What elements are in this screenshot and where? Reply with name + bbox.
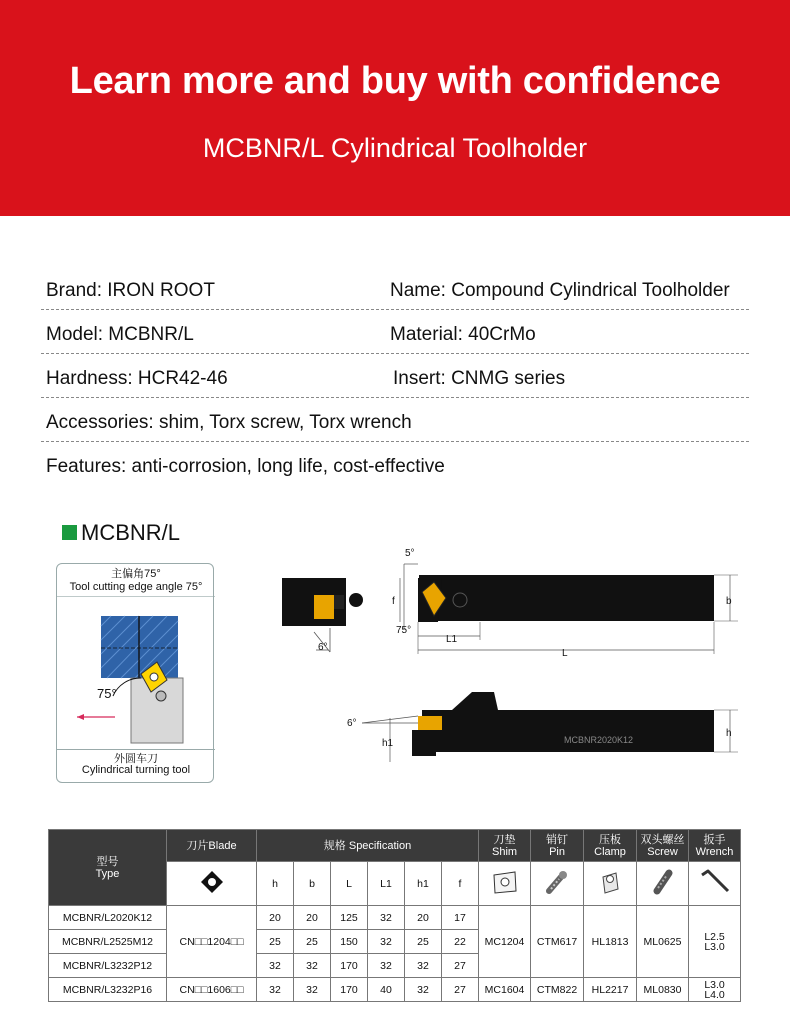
row-f: 27	[442, 954, 479, 978]
workpiece-diagram	[57, 596, 215, 746]
hardness-text: Hardness: HCR42-46	[46, 368, 228, 389]
side-top-en: Tool cutting edge angle 75°	[69, 581, 203, 593]
row-b: 25	[294, 930, 331, 954]
angle-75-label: 75°	[396, 625, 412, 636]
clamp-icon	[594, 867, 626, 897]
row-b: 32	[294, 978, 331, 1002]
angle-6-side-label: 6°	[347, 718, 357, 729]
blade-insert-icon	[197, 867, 227, 897]
dim-b-label: b	[726, 596, 732, 607]
header-shim: 刀垫 Shim	[479, 830, 531, 862]
row-f: 27	[442, 978, 479, 1002]
blade-group2: CN□□1606□□	[167, 978, 257, 1002]
header-wrench: 扳手 Wrench	[689, 830, 741, 862]
row-L: 125	[331, 906, 368, 930]
pin-group1: CTM617	[531, 906, 584, 978]
wrench-icon-cell	[689, 862, 741, 906]
header-screw: 双头螺丝 Screw	[637, 830, 689, 862]
blade-group1: CN□□1204□□	[167, 906, 257, 978]
row-f: 17	[442, 906, 479, 930]
angle-5-label: 5°	[405, 548, 415, 559]
row-h: 32	[257, 978, 294, 1002]
dim-h1-label: h1	[382, 738, 394, 749]
screw-group1: ML0625	[637, 906, 689, 978]
banner-title: Learn more and buy with confidence	[69, 60, 721, 102]
dim-L-label: L	[562, 648, 568, 659]
header-blade: 刀片Blade	[167, 830, 257, 862]
row-L: 170	[331, 954, 368, 978]
table-row	[49, 906, 741, 930]
table-row	[49, 978, 741, 1002]
side-angle-label: 75°	[97, 686, 117, 701]
engraving-text: MCBNR2020K12	[564, 735, 634, 745]
header-clamp: 压板 Clamp	[584, 830, 637, 862]
spec-row-features	[41, 442, 749, 486]
brand-text: Brand: IRON ROOT	[46, 280, 215, 301]
spec-row-brand	[41, 266, 749, 310]
end-view	[282, 578, 363, 652]
technical-drawing	[272, 540, 742, 790]
wrench-icon	[698, 867, 732, 897]
row-L1: 40	[368, 978, 405, 1002]
row-h: 25	[257, 930, 294, 954]
row-L: 150	[331, 930, 368, 954]
spec-row-model	[41, 310, 749, 354]
row-h1: 25	[405, 930, 442, 954]
spec-row-accessories	[41, 398, 749, 442]
dim-b-head: b	[294, 862, 331, 906]
dim-h1-head: h1	[405, 862, 442, 906]
row-L1: 32	[368, 954, 405, 978]
header-type: 型号 Type	[49, 830, 167, 906]
row-h1: 20	[405, 906, 442, 930]
dim-L1-head: L1	[368, 862, 405, 906]
dim-h-head: h	[257, 862, 294, 906]
row-h1: 32	[405, 978, 442, 1002]
screw-icon-cell	[637, 862, 689, 906]
row-b: 20	[294, 906, 331, 930]
banner-subtitle: MCBNR/L Cylindrical Toolholder	[202, 133, 588, 163]
wrench-group2: L3.0 L4.0	[689, 978, 741, 1002]
screw-group2: ML0830	[637, 978, 689, 1002]
dim-L-head: L	[331, 862, 368, 906]
row-h1: 32	[405, 954, 442, 978]
side-bottom-cn: 外圆车刀	[57, 749, 215, 765]
model-heading	[62, 520, 180, 546]
blade-icon-cell	[167, 862, 257, 906]
row-type: MCBNR/L2525M12	[49, 930, 167, 954]
insert-text: Insert: CNMG series	[393, 368, 566, 389]
row-h: 20	[257, 906, 294, 930]
spec-row-hardness	[41, 354, 749, 398]
row-L: 170	[331, 978, 368, 1002]
row-L1: 32	[368, 930, 405, 954]
row-f: 22	[442, 930, 479, 954]
row-type: MCBNR/L2020K12	[49, 906, 167, 930]
clamp-group2: HL2217	[584, 978, 637, 1002]
row-L1: 32	[368, 906, 405, 930]
clamp-group1: HL1813	[584, 906, 637, 978]
row-type: MCBNR/L3232P12	[49, 954, 167, 978]
row-b: 32	[294, 954, 331, 978]
wrench-group1: L2.5 L3.0	[689, 906, 741, 978]
model-heading-label: MCBNR/L	[81, 520, 181, 545]
features-text: Features: anti-corrosion, long life, cost-effective	[46, 456, 445, 477]
row-type: MCBNR/L3232P16	[49, 978, 167, 1002]
clamp-icon-cell	[584, 862, 637, 906]
screw-icon	[647, 867, 679, 897]
shim-group1: MC1204	[479, 906, 531, 978]
side-bottom-en: Cylindrical turning tool	[81, 764, 191, 776]
side-top-cn: 主偏角75°	[111, 568, 161, 580]
angle-6-label: 6°	[318, 642, 328, 653]
material-text: Material: 40CrMo	[390, 324, 536, 345]
accessories-text: Accessories: shim, Torx screw, Torx wrench	[46, 412, 412, 433]
shim-icon-cell	[479, 862, 531, 906]
name-text: Name: Compound Cylindrical Toolholder	[390, 280, 730, 301]
pin-icon	[541, 867, 573, 897]
row-h: 32	[257, 954, 294, 978]
header-spec: 规格 Specification	[257, 830, 479, 862]
dim-L1-label: L1	[446, 634, 458, 645]
dim-f-label: f	[392, 596, 395, 607]
cutting-angle-illustration	[56, 563, 214, 783]
header-pin: 销钉 Pin	[531, 830, 584, 862]
model-text: Model: MCBNR/L	[46, 324, 194, 345]
spec-table	[48, 829, 741, 1002]
pin-group2: CTM822	[531, 978, 584, 1002]
dim-f-head: f	[442, 862, 479, 906]
pin-icon-cell	[531, 862, 584, 906]
side-view	[362, 692, 738, 762]
header-banner	[0, 0, 790, 216]
shim-group2: MC1604	[479, 978, 531, 1002]
dim-h-label: h	[726, 728, 732, 739]
green-square-icon	[62, 525, 77, 540]
shim-icon	[489, 867, 521, 897]
